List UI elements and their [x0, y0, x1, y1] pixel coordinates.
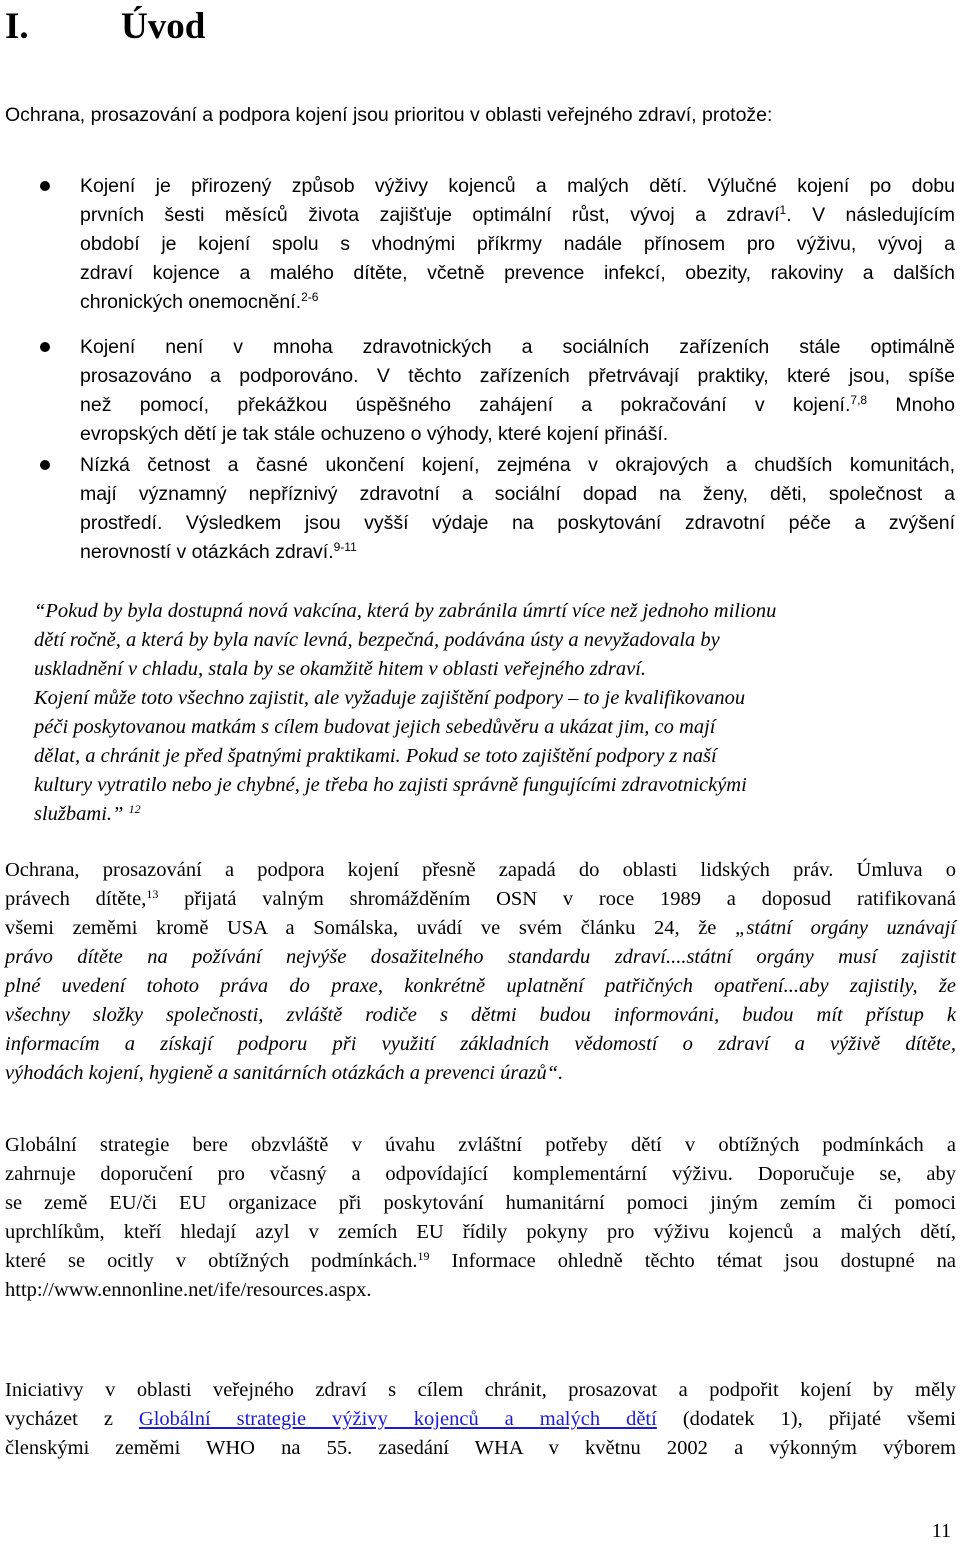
- bullet-1-line-4: zdraví kojence a malého dítěte, včetně prevence infekcí, obezity, rakoviny a dalších: [80, 262, 955, 284]
- bullet-3-line-4-text: nerovností v otázkách zdraví.: [80, 541, 334, 563]
- p2-line-1: Ochrana, prosazování a podpora kojení přesně zapadá do oblasti lidských práv. Úmluva o: [5, 859, 956, 881]
- quote-line-8-text: službami.”: [34, 803, 124, 825]
- bullet-1-line-2: [80, 201, 955, 230]
- footnote-ref: 19: [417, 1249, 430, 1263]
- footnote-ref: 13: [146, 887, 159, 901]
- footnote-ref: 7,8: [850, 393, 868, 407]
- bullet-1-line-5: [80, 288, 955, 317]
- bullet-3-line-3: prostředí. Výsledkem jsou vyšší výdaje na poskytování zdravotní péče a zvýšení: [80, 512, 955, 534]
- bullet-marker: [40, 181, 50, 191]
- bullet-1-line-3: období je kojení spolu s vhodnými příkrmy nadále přínosem pro výživu, vývoj a: [80, 233, 955, 255]
- paragraph-human-rights: [5, 856, 956, 1088]
- bullet-3-line-4: [80, 538, 955, 567]
- quote-line-6: dělat, a chránit je před špatnými praktikami. Pokud se toto zajištění podpory z naší: [34, 745, 717, 767]
- p4-line-2-tail: (dodatek 1), přijaté všemi: [682, 1408, 956, 1430]
- block-quote: [34, 597, 934, 829]
- footnote-ref: 12: [128, 802, 141, 816]
- bullet-item-3: [80, 451, 955, 567]
- p2-line-3-text: všemi zeměmi kromě USA a Somálska, uvádí ve svém článku 24, že: [5, 917, 717, 939]
- p2-line-8: výhodách kojení, hygieně a sanitárních otázkách a prevenci úrazů“.: [5, 1062, 564, 1084]
- bullet-2-line-3-text: než pomocí, překážkou úspěšného zahájení a pokračování v kojení.: [80, 394, 851, 416]
- bullet-marker: [40, 342, 50, 352]
- section-number: I.: [5, 6, 29, 47]
- p2-line-7: informacím a získají podporu při využití základních vědomostí o zdraví a výživě dítěte,: [5, 1033, 956, 1055]
- bullet-1-line-2-tail: . V následujícím: [786, 204, 956, 226]
- p2-line-6: všechny složky společnosti, zvláště rodiče s dětmi budou informováni, budou mít přístup k: [5, 1004, 956, 1026]
- bullet-1-line-1: Kojení je přirozený způsob výživy kojenců a malých dětí. Výlučné kojení po dobu: [80, 175, 955, 197]
- quote-line-8: [34, 800, 934, 829]
- p3-line-2: zahrnuje doporučení pro včasný a odpovídající komplementární výživu. Doporučuje se, aby: [5, 1163, 956, 1185]
- p2-line-2: [5, 885, 956, 914]
- section-title: Úvod: [121, 6, 206, 47]
- p2-line-4: právo dítěte na požívání nejvýše dosažitelného standardu zdraví....státní orgány musí zajistit: [5, 946, 956, 968]
- p4-line-1: Iniciativy v oblasti veřejného zdraví s cílem chránit, prosazovat a podpořit kojení by měly: [5, 1379, 956, 1401]
- p3-line-1: Globální strategie bere obzvláště v úvahu zvláštní potřeby dětí v obtížných podmínkách a: [5, 1134, 956, 1156]
- bullet-1-line-5-text: chronických onemocnění.: [80, 291, 302, 313]
- global-strategy-link[interactable]: Globální strategie výživy kojenců a malých dětí: [138, 1408, 657, 1430]
- intro-paragraph: Ochrana, prosazování a podpora kojení jsou prioritou v oblasti veřejného zdraví, protože:: [5, 104, 773, 126]
- bullet-2-line-4: evropských dětí je tak stále ochuzeno o výhody, které kojení přináší.: [80, 423, 669, 445]
- p4-line-2: [5, 1405, 956, 1434]
- p3-line-5-tail: Informace ohledně těchto témat jsou dostupné na: [451, 1250, 957, 1272]
- page-number: 11: [931, 1520, 951, 1542]
- quote-line-3: uskladnění v chladu, stala by se okamžitě hitem v oblasti veřejného zdraví.: [34, 658, 647, 680]
- p3-url: http://www.ennonline.net/ife/resources.aspx.: [5, 1279, 372, 1301]
- p2-line-3-italic: „státní orgány uznávají: [735, 917, 957, 939]
- p2-line-2-tail: přijatá valným shromážděním OSN v roce 1989 a doposud ratifikovaná: [184, 888, 956, 910]
- bullet-3-line-2: mají významný nepříznivý zdravotní a sociální dopad na ženy, děti, společnost a: [80, 483, 955, 505]
- p2-line-3: [5, 914, 956, 943]
- footnote-ref: 2-6: [301, 290, 319, 304]
- bullet-2-line-3-tail: Mnoho: [895, 394, 955, 416]
- quote-line-1: “Pokud by byla dostupná nová vakcína, která by zabránila úmrtí více než jednoho milionu: [34, 600, 777, 622]
- footnote-ref: 9-11: [333, 540, 357, 554]
- p2-line-2-text: právech dítěte,: [5, 888, 147, 910]
- bullet-item-2: [80, 333, 955, 449]
- quote-line-7: kultury vytratilo nebo je chybné, je třeba ho zajisti správně fungujícími zdravotnickými: [34, 774, 747, 796]
- bullet-3-line-1: Nízká četnost a časné ukončení kojení, zejména v okrajových a chudších komunitách,: [80, 454, 955, 476]
- p3-line-5-text: které se ocitly v obtížných podmínkách.: [5, 1250, 418, 1272]
- paragraph-global-strategy: [5, 1131, 956, 1305]
- bullet-2-line-3: [80, 391, 955, 420]
- section-heading: [5, 4, 205, 50]
- bullet-2-line-1: Kojení není v mnoha zdravotnických a sociálních zařízeních stále optimálně: [80, 336, 955, 358]
- p4-line-3: členskými zeměmi WHO na 55. zasedání WHA v květnu 2002 a výkonným výborem: [5, 1437, 956, 1459]
- quote-line-5: péči poskytovanou matkám s cílem budovat jejich sebedůvěru a ukázat jim, co mají: [34, 716, 716, 738]
- bullet-1-line-2-text: prvních šesti měsíců života zajišťuje optimální růst, vývoj a zdraví: [80, 204, 780, 226]
- paragraph-initiatives: [5, 1376, 956, 1463]
- bullet-2-line-2: prosazováno a podporováno. V těchto zařízeních přetrvávají praktiky, které jsou, spíše: [80, 365, 955, 387]
- p4-line-2-text: vycházet z: [5, 1408, 113, 1430]
- bullet-item-1: [80, 172, 955, 317]
- footnote-ref: 1: [779, 203, 787, 217]
- quote-line-4: Kojení může toto všechno zajistit, ale vyžaduje zajištění podpory – to je kvalifikovanou: [34, 687, 746, 709]
- p3-line-3: se země EU/či EU organizace při poskytování humanitární pomoci jiným zemím či pomoci: [5, 1192, 956, 1214]
- p2-line-5: plné uvedení tohoto práva do praxe, konkrétně uplatnění patřičných opatření...aby zajistily, že: [5, 975, 956, 997]
- p3-line-4: uprchlíkům, kteří hledají azyl v zemích EU řídily pokyny pro výživu kojenců a malých dětí,: [5, 1221, 956, 1243]
- bullet-marker: [40, 460, 50, 470]
- p3-line-5: [5, 1247, 956, 1276]
- quote-line-2: dětí ročně, a která by byla navíc levná, bezpečná, podávána ústy a nevyžadovala by: [34, 629, 720, 651]
